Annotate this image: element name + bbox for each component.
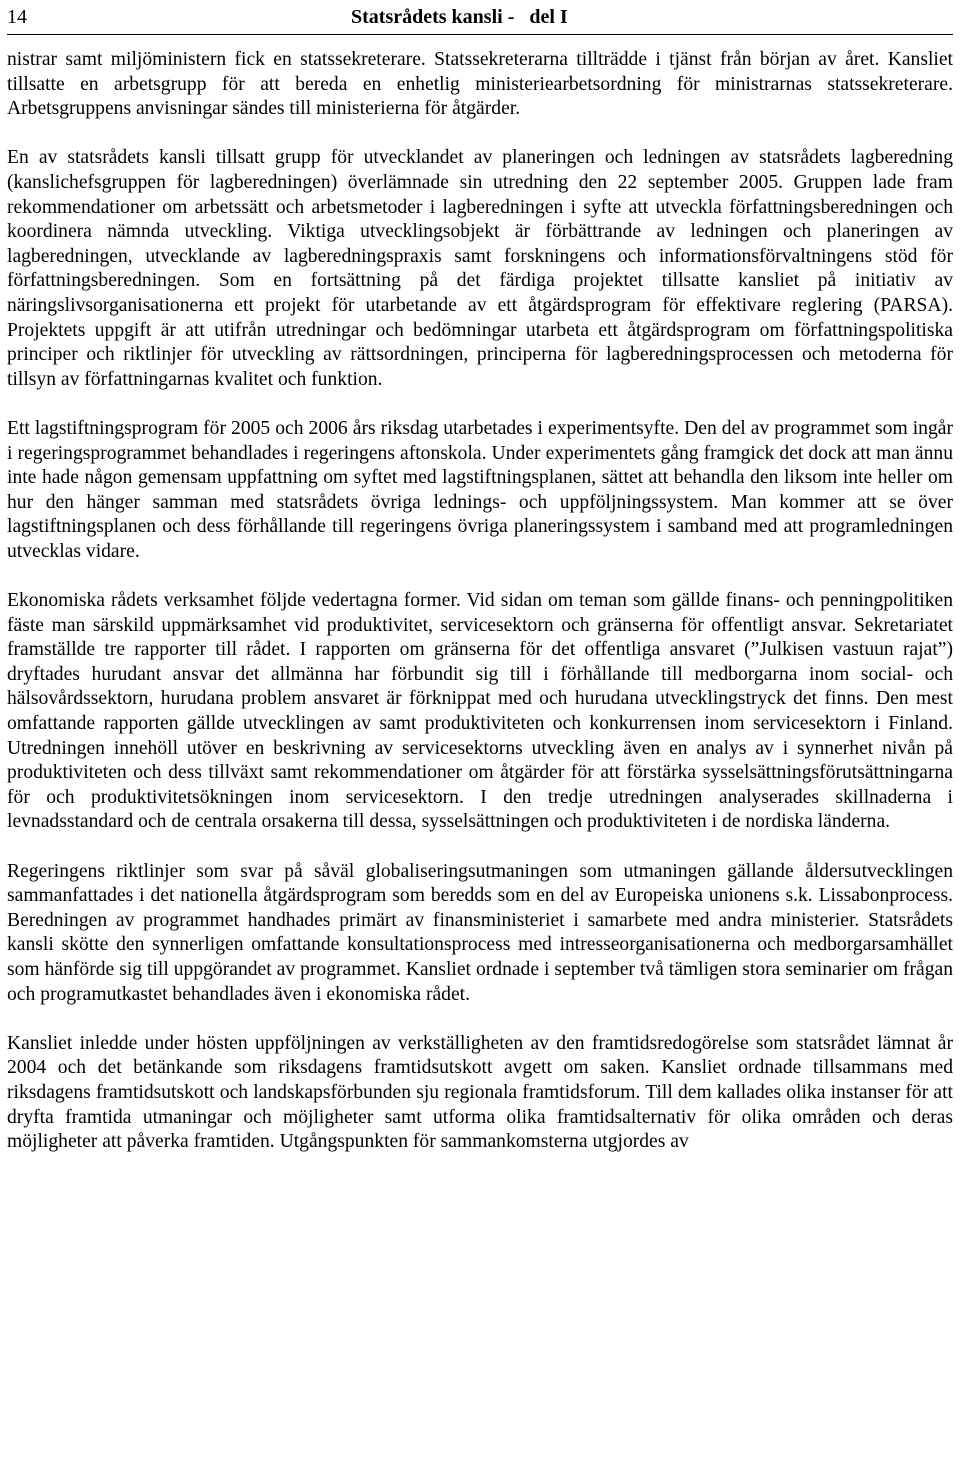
running-title: Statsrådets kansli - del I	[351, 6, 568, 28]
body-text	[7, 48, 953, 1179]
paragraph: Kansliet inledde under hösten uppföljningen av verkställigheten av den framtidsredogörelse som statsrådet lämnat år 2004 och det betänkande som riksdagens framtidsutskott avgett om saken. Kansliet ordnade tillsammans med riksdagens framtidsutskott och landskapsförbunden sju regionala framtidsforum. Till dem kallades olika instanser för att dryfta framtida utmaningar och möjligheter samt utforma olika framtidsalternativ för olika områden och deras möjligheter att påverka framtiden. Utgångspunkten för sammankomsterna utgjordes av	[7, 1032, 953, 1153]
paragraph: Regeringens riktlinjer som svar på såväl globaliseringsutmaningen som utmaningen gällande åldersutvecklingen sammanfattades i det nationella åtgärdsprogram som beredds som en del av Europeiska unionens s.k. Lissabonprocess. Beredningen av programmet handhades primärt av finansministeriet i samarbete med andra ministerier. Statsrådets kansli skötte den synnerligen omfattande konsultationsprocess med intresseorganisationerna och medborgarsamhället som hänförde sig till uppgörandet av programmet. Kansliet ordnade i september två tämligen stora seminarier om frågan och programutkastet behandlades även i ekonomiska rådet.	[7, 860, 953, 1005]
page-header	[7, 4, 953, 34]
paragraph: Ett lagstiftningsprogram för 2005 och 2006 års riksdag utarbetades i experimentsyfte. Den del av programmet som ingår i regeringsprogrammet behandlades i regeringens aftonskola. Under experimentets gång framgick det dock att man ännu inte hade någon gemensam uppfattning om syftet med lagstiftningsplanen, sättet att behandla den liksom inte heller om hur den hänger samman med statsrådets övriga lednings- och uppföljningssystem. Man kommer att se över lagstiftningsplanen och dess förhållande till regeringens övriga planeringssystem i samband med att programledningen utvecklas vidare.	[7, 417, 953, 562]
paragraph: En av statsrådets kansli tillsatt grupp för utvecklandet av planeringen och ledningen av statsrådets lagberedning (kanslichefsgruppen för lagberedningen) överlämnade sin utredning den 22 september 2005. Gruppen lade fram rekommendationer om arbetssätt och arbetsmetoder i lagberedningen i syfte att utveckla författningsberedningen och koordinera nämnda utveckling. Viktiga utvecklingsobjekt är förbättrande av ledningen och planeringen av lagberedningen, utvecklande av lagberedningspraxis samt forskningens och informationsförvaltningens stöd för författningsberedningen. Som en fortsättning på det färdiga projektet tillsatte kansliet på initiativ av näringslivsorganisationerna ett projekt för utarbetande av ett åtgärdsprogram för effektivare reglering (PARSA). Projektets uppgift är att utifrån utredningar och bedömningar utarbeta ett åtgärdsprogram om författningspolitiska principer och riktlinjer för utveckling av rättsordningen, principerna för lagberedningsprocessen och metoderna för tillsyn av författningarnas kvalitet och funktion.	[7, 147, 953, 390]
paragraph: nistrar samt miljöministern fick en statssekreterare. Statssekreterarna tillträdde i tjänst från början av året. Kansliet tillsatte en arbetsgrupp för att bereda en enhetlig ministeriearbetsordning för ministrarnas statssekreterare. Arbetsgruppens anvisningar sändes till ministerierna för åtgärder.	[7, 49, 953, 120]
header-divider	[7, 34, 953, 35]
page-number: 14	[7, 6, 27, 28]
paragraph: Ekonomiska rådets verksamhet följde vedertagna former. Vid sidan om teman som gällde finans- och penningpolitiken fäste man särskild uppmärksamhet vid produktivitet, servicesektorn och gränserna för offentligt ansvar. Sekretariatet framställde tre rapporter till rådet. I rapporten om gränserna för det offentliga ansvaret (”Julkisen vastuun rajat”) dryftades hurudant ansvar det allmänna har förbundit sig till i förhållande till medborgarna inom social- och hälsovårdssektorn, hurudana problem ansvaret är förknippat med och hurudana utvecklingstryck det finns. Den mest omfattande rapporten gällde utvecklingen av samt produktiviteten och konkurrensen inom servicesektorn i Finland. Utredningen innehöll utöver en beskrivning av servicesektorns utveckling även en analys av i synnerhet nivån på produktiviteten och dess tillväxt samt rekommendationer om åtgärder för att förstärka sysselsättningsförutsättningarna för och produktivitetsökningen inom servicesektorn. I den tredje utredningen analyserades skillnaderna i levnadsstandard och de centrala orsakerna till dessa, sysselsättningen och produktiviteten i de nordiska länderna.	[7, 590, 953, 833]
